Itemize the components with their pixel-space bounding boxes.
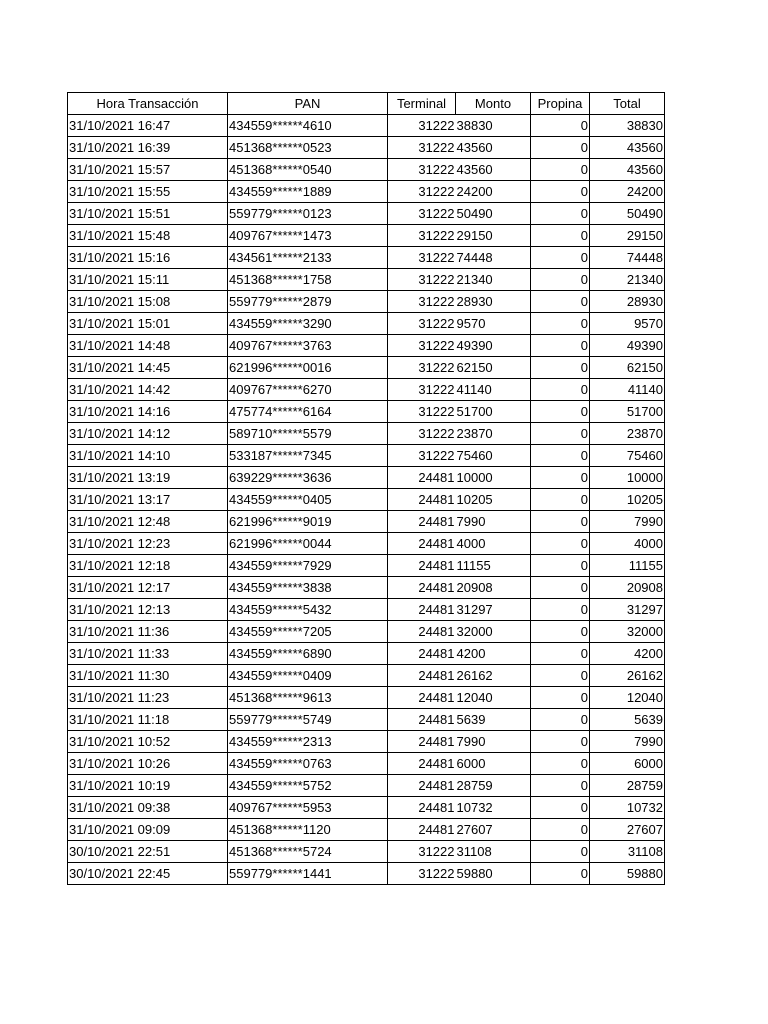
cell-terminal: 24481 — [388, 533, 456, 555]
table-row — [68, 863, 665, 885]
cell-terminal: 24481 — [388, 775, 456, 797]
cell-hora: 31/10/2021 13:19 — [68, 467, 228, 489]
cell-propina: 0 — [531, 159, 590, 181]
cell-terminal: 24481 — [388, 797, 456, 819]
table-row — [68, 225, 665, 247]
cell-monto: 43560 — [456, 159, 531, 181]
cell-propina: 0 — [531, 181, 590, 203]
cell-hora: 31/10/2021 14:12 — [68, 423, 228, 445]
cell-terminal: 24481 — [388, 665, 456, 687]
cell-terminal: 31222 — [388, 203, 456, 225]
cell-pan: 475774******6164 — [228, 401, 388, 423]
cell-total: 29150 — [590, 225, 665, 247]
cell-propina: 0 — [531, 819, 590, 841]
cell-hora: 31/10/2021 11:33 — [68, 643, 228, 665]
cell-total: 10205 — [590, 489, 665, 511]
cell-terminal: 31222 — [388, 445, 456, 467]
cell-hora: 31/10/2021 15:11 — [68, 269, 228, 291]
cell-hora: 31/10/2021 15:51 — [68, 203, 228, 225]
cell-pan: 434559******0405 — [228, 489, 388, 511]
table-row — [68, 401, 665, 423]
cell-pan: 434559******4610 — [228, 115, 388, 137]
cell-pan: 434559******2313 — [228, 731, 388, 753]
cell-propina: 0 — [531, 687, 590, 709]
cell-total: 6000 — [590, 753, 665, 775]
cell-propina: 0 — [531, 247, 590, 269]
cell-terminal: 24481 — [388, 643, 456, 665]
table-row — [68, 555, 665, 577]
cell-propina: 0 — [531, 731, 590, 753]
cell-monto: 51700 — [456, 401, 531, 423]
cell-propina: 0 — [531, 599, 590, 621]
cell-hora: 31/10/2021 12:48 — [68, 511, 228, 533]
table-row — [68, 687, 665, 709]
cell-pan: 451368******1758 — [228, 269, 388, 291]
cell-total: 24200 — [590, 181, 665, 203]
cell-total: 12040 — [590, 687, 665, 709]
table-row — [68, 423, 665, 445]
cell-propina: 0 — [531, 269, 590, 291]
table-row — [68, 819, 665, 841]
cell-terminal: 31222 — [388, 269, 456, 291]
table-body — [68, 115, 665, 885]
cell-terminal: 31222 — [388, 181, 456, 203]
cell-pan: 434559******1889 — [228, 181, 388, 203]
table-row — [68, 841, 665, 863]
cell-hora: 31/10/2021 11:30 — [68, 665, 228, 687]
table-row — [68, 709, 665, 731]
cell-propina: 0 — [531, 379, 590, 401]
table-row — [68, 357, 665, 379]
table-row — [68, 115, 665, 137]
cell-pan: 451368******9613 — [228, 687, 388, 709]
cell-monto: 38830 — [456, 115, 531, 137]
cell-monto: 10205 — [456, 489, 531, 511]
cell-propina: 0 — [531, 533, 590, 555]
header-hora-transaccion: Hora Transacción — [68, 93, 228, 115]
cell-monto: 27607 — [456, 819, 531, 841]
cell-hora: 31/10/2021 15:55 — [68, 181, 228, 203]
table-row — [68, 269, 665, 291]
cell-hora: 31/10/2021 14:48 — [68, 335, 228, 357]
cell-monto: 31108 — [456, 841, 531, 863]
cell-terminal: 24481 — [388, 489, 456, 511]
cell-terminal: 31222 — [388, 159, 456, 181]
cell-pan: 451368******1120 — [228, 819, 388, 841]
cell-total: 28759 — [590, 775, 665, 797]
cell-hora: 31/10/2021 14:10 — [68, 445, 228, 467]
table-row — [68, 533, 665, 555]
cell-propina: 0 — [531, 203, 590, 225]
table-row — [68, 621, 665, 643]
cell-terminal: 31222 — [388, 313, 456, 335]
cell-hora: 31/10/2021 11:23 — [68, 687, 228, 709]
cell-terminal: 31222 — [388, 225, 456, 247]
table-row — [68, 181, 665, 203]
cell-hora: 31/10/2021 13:17 — [68, 489, 228, 511]
cell-propina: 0 — [531, 753, 590, 775]
header-monto: Monto — [456, 93, 531, 115]
cell-hora: 31/10/2021 16:47 — [68, 115, 228, 137]
cell-hora: 31/10/2021 12:18 — [68, 555, 228, 577]
cell-hora: 31/10/2021 16:39 — [68, 137, 228, 159]
cell-pan: 434559******3290 — [228, 313, 388, 335]
cell-monto: 74448 — [456, 247, 531, 269]
header-total: Total — [590, 93, 665, 115]
cell-terminal: 24481 — [388, 709, 456, 731]
cell-pan: 589710******5579 — [228, 423, 388, 445]
cell-pan: 434559******6890 — [228, 643, 388, 665]
cell-pan: 409767******3763 — [228, 335, 388, 357]
cell-pan: 621996******9019 — [228, 511, 388, 533]
header-propina: Propina — [531, 93, 590, 115]
cell-propina: 0 — [531, 423, 590, 445]
cell-monto: 20908 — [456, 577, 531, 599]
table-row — [68, 731, 665, 753]
cell-total: 31108 — [590, 841, 665, 863]
cell-total: 62150 — [590, 357, 665, 379]
cell-propina: 0 — [531, 445, 590, 467]
cell-propina: 0 — [531, 665, 590, 687]
cell-propina: 0 — [531, 555, 590, 577]
cell-pan: 451368******0523 — [228, 137, 388, 159]
cell-monto: 7990 — [456, 511, 531, 533]
table-row — [68, 445, 665, 467]
cell-propina: 0 — [531, 841, 590, 863]
cell-monto: 62150 — [456, 357, 531, 379]
cell-total: 59880 — [590, 863, 665, 885]
cell-hora: 31/10/2021 15:16 — [68, 247, 228, 269]
cell-pan: 621996******0044 — [228, 533, 388, 555]
header-row — [68, 93, 665, 115]
cell-pan: 621996******0016 — [228, 357, 388, 379]
cell-monto: 5639 — [456, 709, 531, 731]
cell-monto: 23870 — [456, 423, 531, 445]
cell-monto: 6000 — [456, 753, 531, 775]
cell-total: 31297 — [590, 599, 665, 621]
cell-pan: 559779******1441 — [228, 863, 388, 885]
cell-terminal: 31222 — [388, 357, 456, 379]
cell-propina: 0 — [531, 489, 590, 511]
cell-terminal: 24481 — [388, 621, 456, 643]
table-row — [68, 159, 665, 181]
cell-propina: 0 — [531, 577, 590, 599]
cell-hora: 31/10/2021 14:45 — [68, 357, 228, 379]
cell-monto: 75460 — [456, 445, 531, 467]
cell-hora: 31/10/2021 14:16 — [68, 401, 228, 423]
cell-terminal: 24481 — [388, 819, 456, 841]
cell-propina: 0 — [531, 709, 590, 731]
table-row — [68, 247, 665, 269]
table-row — [68, 775, 665, 797]
cell-terminal: 31222 — [388, 335, 456, 357]
cell-total: 43560 — [590, 137, 665, 159]
cell-total: 49390 — [590, 335, 665, 357]
cell-total: 28930 — [590, 291, 665, 313]
cell-propina: 0 — [531, 401, 590, 423]
cell-pan: 434561******2133 — [228, 247, 388, 269]
table-row — [68, 797, 665, 819]
cell-terminal: 31222 — [388, 115, 456, 137]
cell-terminal: 24481 — [388, 555, 456, 577]
cell-propina: 0 — [531, 775, 590, 797]
cell-propina: 0 — [531, 225, 590, 247]
header-terminal: Terminal — [388, 93, 456, 115]
cell-propina: 0 — [531, 357, 590, 379]
cell-monto: 43560 — [456, 137, 531, 159]
cell-pan: 434559******3838 — [228, 577, 388, 599]
cell-propina: 0 — [531, 643, 590, 665]
cell-terminal: 31222 — [388, 841, 456, 863]
cell-hora: 31/10/2021 15:08 — [68, 291, 228, 313]
cell-hora: 31/10/2021 12:23 — [68, 533, 228, 555]
cell-monto: 10000 — [456, 467, 531, 489]
cell-propina: 0 — [531, 137, 590, 159]
cell-total: 4000 — [590, 533, 665, 555]
cell-pan: 409767******5953 — [228, 797, 388, 819]
table-row — [68, 335, 665, 357]
cell-monto: 28930 — [456, 291, 531, 313]
cell-hora: 31/10/2021 12:13 — [68, 599, 228, 621]
cell-total: 10732 — [590, 797, 665, 819]
cell-terminal: 31222 — [388, 291, 456, 313]
cell-monto: 10732 — [456, 797, 531, 819]
cell-pan: 434559******0763 — [228, 753, 388, 775]
table-row — [68, 313, 665, 335]
cell-pan: 434559******7929 — [228, 555, 388, 577]
cell-total: 26162 — [590, 665, 665, 687]
cell-propina: 0 — [531, 313, 590, 335]
cell-monto: 41140 — [456, 379, 531, 401]
table-row — [68, 203, 665, 225]
cell-propina: 0 — [531, 797, 590, 819]
cell-monto: 32000 — [456, 621, 531, 643]
cell-terminal: 31222 — [388, 401, 456, 423]
cell-monto: 24200 — [456, 181, 531, 203]
cell-hora: 31/10/2021 15:01 — [68, 313, 228, 335]
cell-monto: 11155 — [456, 555, 531, 577]
cell-pan: 434559******5432 — [228, 599, 388, 621]
cell-hora: 31/10/2021 11:18 — [68, 709, 228, 731]
cell-monto: 29150 — [456, 225, 531, 247]
cell-total: 7990 — [590, 731, 665, 753]
cell-total: 38830 — [590, 115, 665, 137]
cell-monto: 4200 — [456, 643, 531, 665]
cell-total: 11155 — [590, 555, 665, 577]
cell-total: 41140 — [590, 379, 665, 401]
cell-monto: 9570 — [456, 313, 531, 335]
cell-pan: 434559******7205 — [228, 621, 388, 643]
cell-hora: 30/10/2021 22:45 — [68, 863, 228, 885]
table-row — [68, 599, 665, 621]
header-pan: PAN — [228, 93, 388, 115]
cell-terminal: 24481 — [388, 577, 456, 599]
cell-hora: 31/10/2021 10:52 — [68, 731, 228, 753]
cell-pan: 451368******5724 — [228, 841, 388, 863]
cell-propina: 0 — [531, 291, 590, 313]
cell-monto: 31297 — [456, 599, 531, 621]
cell-hora: 31/10/2021 10:26 — [68, 753, 228, 775]
cell-terminal: 24481 — [388, 731, 456, 753]
cell-terminal: 24481 — [388, 753, 456, 775]
cell-total: 7990 — [590, 511, 665, 533]
table-row — [68, 753, 665, 775]
cell-monto: 7990 — [456, 731, 531, 753]
cell-hora: 31/10/2021 09:09 — [68, 819, 228, 841]
cell-terminal: 24481 — [388, 467, 456, 489]
cell-total: 43560 — [590, 159, 665, 181]
table-row — [68, 577, 665, 599]
cell-hora: 31/10/2021 12:17 — [68, 577, 228, 599]
cell-terminal: 24481 — [388, 511, 456, 533]
cell-monto: 49390 — [456, 335, 531, 357]
cell-total: 51700 — [590, 401, 665, 423]
cell-pan: 559779******5749 — [228, 709, 388, 731]
table-row — [68, 137, 665, 159]
cell-total: 10000 — [590, 467, 665, 489]
cell-total: 4200 — [590, 643, 665, 665]
cell-monto: 50490 — [456, 203, 531, 225]
cell-total: 32000 — [590, 621, 665, 643]
table-row — [68, 467, 665, 489]
cell-terminal: 31222 — [388, 423, 456, 445]
cell-monto: 4000 — [456, 533, 531, 555]
cell-total: 74448 — [590, 247, 665, 269]
cell-total: 9570 — [590, 313, 665, 335]
table-row — [68, 511, 665, 533]
cell-terminal: 31222 — [388, 863, 456, 885]
cell-hora: 30/10/2021 22:51 — [68, 841, 228, 863]
cell-propina: 0 — [531, 335, 590, 357]
cell-monto: 28759 — [456, 775, 531, 797]
cell-pan: 533187******7345 — [228, 445, 388, 467]
cell-pan: 559779******0123 — [228, 203, 388, 225]
cell-hora: 31/10/2021 14:42 — [68, 379, 228, 401]
table-row — [68, 665, 665, 687]
cell-pan: 409767******1473 — [228, 225, 388, 247]
cell-terminal: 24481 — [388, 599, 456, 621]
table-row — [68, 379, 665, 401]
cell-monto: 12040 — [456, 687, 531, 709]
table-row — [68, 489, 665, 511]
cell-monto: 59880 — [456, 863, 531, 885]
cell-propina: 0 — [531, 863, 590, 885]
cell-terminal: 31222 — [388, 247, 456, 269]
table-row — [68, 291, 665, 313]
cell-pan: 434559******0409 — [228, 665, 388, 687]
cell-pan: 639229******3636 — [228, 467, 388, 489]
cell-total: 5639 — [590, 709, 665, 731]
cell-total: 75460 — [590, 445, 665, 467]
cell-terminal: 31222 — [388, 137, 456, 159]
cell-pan: 559779******2879 — [228, 291, 388, 313]
cell-hora: 31/10/2021 11:36 — [68, 621, 228, 643]
cell-propina: 0 — [531, 621, 590, 643]
table-row — [68, 643, 665, 665]
cell-total: 21340 — [590, 269, 665, 291]
cell-pan: 409767******6270 — [228, 379, 388, 401]
transactions-table — [67, 92, 665, 885]
cell-hora: 31/10/2021 09:38 — [68, 797, 228, 819]
cell-total: 50490 — [590, 203, 665, 225]
cell-hora: 31/10/2021 15:57 — [68, 159, 228, 181]
cell-propina: 0 — [531, 511, 590, 533]
cell-monto: 21340 — [456, 269, 531, 291]
cell-hora: 31/10/2021 15:48 — [68, 225, 228, 247]
cell-total: 23870 — [590, 423, 665, 445]
cell-pan: 451368******0540 — [228, 159, 388, 181]
cell-total: 27607 — [590, 819, 665, 841]
cell-hora: 31/10/2021 10:19 — [68, 775, 228, 797]
cell-propina: 0 — [531, 467, 590, 489]
cell-terminal: 24481 — [388, 687, 456, 709]
cell-pan: 434559******5752 — [228, 775, 388, 797]
cell-terminal: 31222 — [388, 379, 456, 401]
cell-monto: 26162 — [456, 665, 531, 687]
cell-propina: 0 — [531, 115, 590, 137]
cell-total: 20908 — [590, 577, 665, 599]
